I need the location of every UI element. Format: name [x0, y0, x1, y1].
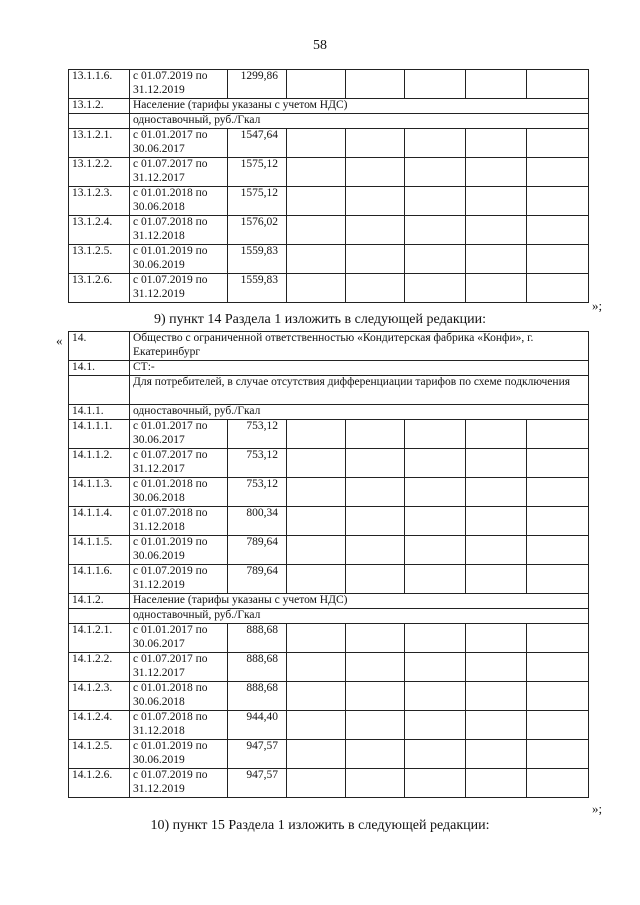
tariff-value: 753,12 — [228, 478, 287, 507]
tariff-value: 888,68 — [228, 624, 287, 653]
table-row — [69, 216, 589, 245]
table-row — [69, 274, 589, 303]
row-code: 13.1.2.4. — [69, 216, 130, 245]
row-description: одноставочный, руб./Гкал — [130, 114, 589, 129]
tariff-period: с 01.07.2018 по 31.12.2018 — [130, 711, 228, 740]
tariff-period: с 01.01.2017 по 30.06.2017 — [130, 420, 228, 449]
tariff-value: 888,68 — [228, 653, 287, 682]
tariff-period: с 01.07.2017 по 31.12.2017 — [130, 653, 228, 682]
row-code — [69, 609, 130, 624]
empty-cell — [527, 129, 589, 158]
table-row — [69, 565, 589, 594]
empty-cell — [527, 158, 589, 187]
row-description: СТ:- — [130, 361, 589, 376]
empty-cell — [527, 769, 589, 798]
table-row — [69, 682, 589, 711]
row-code: 14.1.2.2. — [69, 653, 130, 682]
table-row — [69, 187, 589, 216]
empty-cell — [287, 769, 346, 798]
paragraph-item-10: 10) пункт 15 Раздела 1 изложить в следующей редакции: — [150, 818, 490, 833]
empty-cell — [346, 478, 405, 507]
empty-cell — [405, 682, 466, 711]
tariff-value: 1547,64 — [228, 129, 287, 158]
tariff-table-13 — [68, 69, 589, 303]
empty-cell — [466, 245, 527, 274]
table-row — [69, 769, 589, 798]
empty-cell — [346, 507, 405, 536]
empty-cell — [527, 216, 589, 245]
empty-cell — [287, 216, 346, 245]
empty-cell — [287, 449, 346, 478]
empty-cell — [527, 711, 589, 740]
empty-cell — [527, 624, 589, 653]
empty-cell — [287, 70, 346, 99]
empty-cell — [466, 536, 527, 565]
row-code: 14.1.2. — [69, 594, 130, 609]
empty-cell — [466, 187, 527, 216]
table-row — [69, 376, 589, 405]
empty-cell — [346, 245, 405, 274]
row-code: 13.1.2.2. — [69, 158, 130, 187]
empty-cell — [466, 624, 527, 653]
row-code: 14.1.1.5. — [69, 536, 130, 565]
tariff-value: 1576,02 — [228, 216, 287, 245]
empty-cell — [405, 740, 466, 769]
table-row — [69, 478, 589, 507]
table-row — [69, 114, 589, 129]
row-description: Общество с ограниченной ответственностью «Кондитерская фабрика «Конфи», г. Екатеринбург — [130, 332, 589, 361]
empty-cell — [405, 158, 466, 187]
empty-cell — [346, 536, 405, 565]
tariff-period: с 01.07.2019 по 31.12.2019 — [130, 274, 228, 303]
empty-cell — [346, 274, 405, 303]
empty-cell — [287, 158, 346, 187]
tariff-period: с 01.01.2018 по 30.06.2018 — [130, 682, 228, 711]
row-code: 14.1.2.3. — [69, 682, 130, 711]
empty-cell — [466, 158, 527, 187]
row-code: 14.1.1.6. — [69, 565, 130, 594]
row-code: 14.1.2.1. — [69, 624, 130, 653]
tariff-value: 944,40 — [228, 711, 287, 740]
table-row — [69, 536, 589, 565]
empty-cell — [405, 565, 466, 594]
row-code: 13.1.2.6. — [69, 274, 130, 303]
empty-cell — [346, 711, 405, 740]
empty-cell — [287, 624, 346, 653]
row-code: 14.1.2.6. — [69, 769, 130, 798]
empty-cell — [287, 420, 346, 449]
empty-cell — [405, 711, 466, 740]
row-code: 13.1.2.5. — [69, 245, 130, 274]
row-code — [69, 376, 130, 405]
closing-quote-mark: »; — [592, 298, 603, 313]
row-code: 13.1.2.3. — [69, 187, 130, 216]
tariff-value: 1559,83 — [228, 274, 287, 303]
tariff-period: с 01.07.2019 по 31.12.2019 — [130, 70, 228, 99]
tariff-period: с 01.01.2019 по 30.06.2019 — [130, 740, 228, 769]
empty-cell — [466, 420, 527, 449]
empty-cell — [405, 536, 466, 565]
row-code: 14.1.1.1. — [69, 420, 130, 449]
empty-cell — [346, 216, 405, 245]
empty-cell — [287, 536, 346, 565]
tariff-period: с 01.07.2018 по 31.12.2018 — [130, 507, 228, 536]
empty-cell — [346, 449, 405, 478]
empty-cell — [405, 624, 466, 653]
table-row — [69, 129, 589, 158]
empty-cell — [287, 565, 346, 594]
empty-cell — [527, 70, 589, 99]
tariff-value: 753,12 — [228, 420, 287, 449]
empty-cell — [346, 624, 405, 653]
row-code: 13.1.1.6. — [69, 70, 130, 99]
table-row — [69, 420, 589, 449]
tariff-period: с 01.01.2017 по 30.06.2017 — [130, 129, 228, 158]
empty-cell — [466, 711, 527, 740]
tariff-period: с 01.07.2017 по 31.12.2017 — [130, 158, 228, 187]
empty-cell — [527, 740, 589, 769]
row-code: 14.1.1.4. — [69, 507, 130, 536]
empty-cell — [527, 245, 589, 274]
empty-cell — [527, 449, 589, 478]
table-row — [69, 245, 589, 274]
paragraph-item-9: 9) пункт 14 Раздела 1 изложить в следующей редакции: — [154, 312, 486, 327]
tariff-period: с 01.01.2018 по 30.06.2018 — [130, 478, 228, 507]
empty-cell — [405, 216, 466, 245]
row-code: 13.1.2.1. — [69, 129, 130, 158]
tariff-period: с 01.01.2019 по 30.06.2019 — [130, 536, 228, 565]
opening-quote-mark: « — [56, 333, 63, 348]
table-row — [69, 740, 589, 769]
tariff-value: 789,64 — [228, 565, 287, 594]
empty-cell — [405, 420, 466, 449]
empty-cell — [466, 129, 527, 158]
empty-cell — [287, 478, 346, 507]
empty-cell — [346, 682, 405, 711]
empty-cell — [527, 653, 589, 682]
row-code — [69, 114, 130, 129]
row-description: Для потребителей, в случае отсутствия дифференциации тарифов по схеме подключения — [130, 376, 589, 405]
tariff-period: с 01.01.2019 по 30.06.2019 — [130, 245, 228, 274]
empty-cell — [527, 420, 589, 449]
empty-cell — [405, 274, 466, 303]
table-row — [69, 711, 589, 740]
empty-cell — [405, 245, 466, 274]
empty-cell — [405, 507, 466, 536]
row-code: 14.1.1. — [69, 405, 130, 420]
row-code: 13.1.2. — [69, 99, 130, 114]
empty-cell — [287, 682, 346, 711]
tariff-value: 1559,83 — [228, 245, 287, 274]
empty-cell — [287, 740, 346, 769]
tariff-value: 1575,12 — [228, 158, 287, 187]
table-row — [69, 361, 589, 376]
empty-cell — [346, 158, 405, 187]
empty-cell — [346, 420, 405, 449]
empty-cell — [466, 70, 527, 99]
table-row — [69, 99, 589, 114]
empty-cell — [287, 507, 346, 536]
empty-cell — [466, 449, 527, 478]
table-row — [69, 158, 589, 187]
empty-cell — [287, 245, 346, 274]
closing-quote-mark: »; — [592, 801, 603, 816]
tariff-period: с 01.07.2018 по 31.12.2018 — [130, 216, 228, 245]
row-description: одноставочный, руб./Гкал — [130, 405, 589, 420]
row-description: Население (тарифы указаны с учетом НДС) — [130, 99, 589, 114]
empty-cell — [466, 682, 527, 711]
empty-cell — [466, 478, 527, 507]
row-description: Население (тарифы указаны с учетом НДС) — [130, 594, 589, 609]
empty-cell — [346, 70, 405, 99]
tariff-value: 789,64 — [228, 536, 287, 565]
empty-cell — [405, 70, 466, 99]
empty-cell — [466, 274, 527, 303]
table-row — [69, 332, 589, 361]
row-code: 14. — [69, 332, 130, 361]
empty-cell — [405, 129, 466, 158]
table-row — [69, 449, 589, 478]
empty-cell — [346, 187, 405, 216]
tariff-period: с 01.01.2018 по 30.06.2018 — [130, 187, 228, 216]
empty-cell — [466, 216, 527, 245]
empty-cell — [346, 769, 405, 798]
table-row — [69, 653, 589, 682]
tariff-value: 1575,12 — [228, 187, 287, 216]
tariff-value: 800,34 — [228, 507, 287, 536]
empty-cell — [287, 187, 346, 216]
empty-cell — [405, 653, 466, 682]
tariff-value: 888,68 — [228, 682, 287, 711]
tariff-value: 947,57 — [228, 769, 287, 798]
empty-cell — [527, 187, 589, 216]
empty-cell — [527, 536, 589, 565]
table-row — [69, 405, 589, 420]
empty-cell — [527, 507, 589, 536]
empty-cell — [527, 274, 589, 303]
empty-cell — [405, 769, 466, 798]
page-number: 58 — [313, 38, 327, 53]
empty-cell — [466, 565, 527, 594]
empty-cell — [405, 187, 466, 216]
table-row — [69, 594, 589, 609]
row-code: 14.1.1.2. — [69, 449, 130, 478]
row-code: 14.1.1.3. — [69, 478, 130, 507]
tariff-table-14 — [68, 331, 589, 798]
empty-cell — [466, 740, 527, 769]
empty-cell — [466, 653, 527, 682]
row-code: 14.1.2.5. — [69, 740, 130, 769]
row-code: 14.1. — [69, 361, 130, 376]
row-code: 14.1.2.4. — [69, 711, 130, 740]
tariff-period: с 01.01.2017 по 30.06.2017 — [130, 624, 228, 653]
tariff-period: с 01.07.2019 по 31.12.2019 — [130, 565, 228, 594]
table-row — [69, 507, 589, 536]
empty-cell — [405, 449, 466, 478]
empty-cell — [287, 274, 346, 303]
tariff-value: 947,57 — [228, 740, 287, 769]
row-description: одноставочный, руб./Гкал — [130, 609, 589, 624]
empty-cell — [466, 769, 527, 798]
empty-cell — [346, 565, 405, 594]
empty-cell — [527, 682, 589, 711]
empty-cell — [287, 129, 346, 158]
empty-cell — [287, 653, 346, 682]
table-row — [69, 609, 589, 624]
empty-cell — [346, 129, 405, 158]
tariff-period: с 01.07.2019 по 31.12.2019 — [130, 769, 228, 798]
tariff-value: 1299,86 — [228, 70, 287, 99]
empty-cell — [287, 711, 346, 740]
tariff-period: с 01.07.2017 по 31.12.2017 — [130, 449, 228, 478]
tariff-value: 753,12 — [228, 449, 287, 478]
empty-cell — [466, 507, 527, 536]
table-row — [69, 70, 589, 99]
empty-cell — [527, 565, 589, 594]
empty-cell — [346, 740, 405, 769]
empty-cell — [527, 478, 589, 507]
table-row — [69, 624, 589, 653]
empty-cell — [346, 653, 405, 682]
empty-cell — [405, 478, 466, 507]
